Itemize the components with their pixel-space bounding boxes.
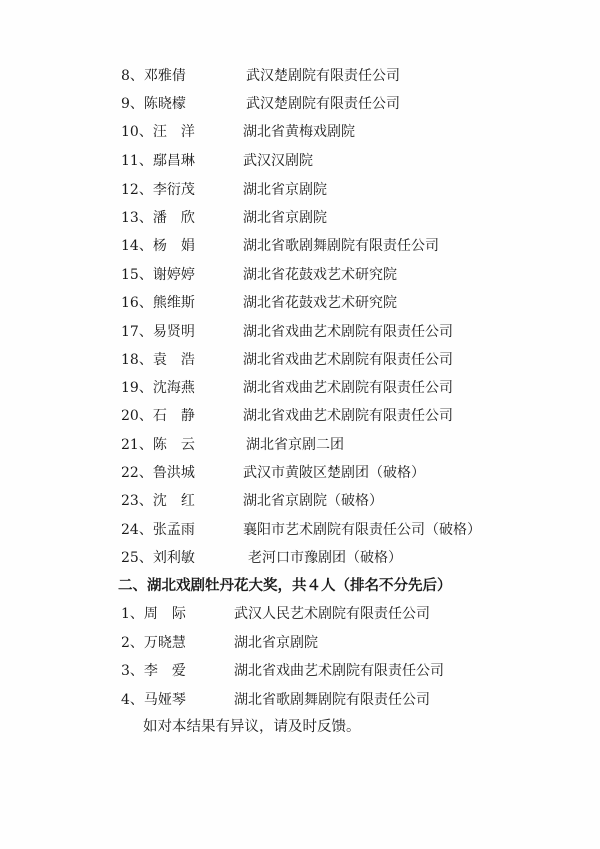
awardee-name: 10、汪 洋: [121, 124, 195, 140]
list-item: [121, 519, 541, 541]
list-item: [121, 462, 541, 484]
list-item: [121, 264, 541, 286]
awardee-organization: 湖北省京剧院（破格）: [243, 493, 383, 509]
list-item: [121, 121, 541, 143]
awardee-name: 25、刘利敏: [121, 550, 195, 566]
awardee-name: 15、谢婷婷: [121, 267, 195, 283]
awardee-name: 8、邓雅倩: [121, 68, 186, 84]
awardee-organization: 湖北省花鼓戏艺术研究院: [243, 267, 397, 283]
list-item: [121, 65, 541, 87]
awardee-name: 13、潘 欣: [121, 210, 195, 226]
awardee-organization: 老河口市豫剧团（破格）: [248, 550, 402, 566]
list-item: [121, 689, 541, 711]
list-item: [121, 377, 541, 399]
awardee-name: 3、李 爱: [121, 663, 186, 679]
list-item: [121, 93, 541, 115]
list-item: [121, 434, 541, 456]
awardee-organization: 武汉汉剧院: [243, 153, 313, 169]
awardee-organization: 湖北省歌剧舞剧院有限责任公司: [243, 238, 439, 254]
awardee-organization: 湖北省京剧院: [243, 182, 327, 198]
list-item: [121, 235, 541, 257]
awardee-organization: 湖北省京剧院: [234, 635, 318, 651]
awardee-name: 2、万晓慧: [121, 635, 186, 651]
awardee-name: 18、袁 浩: [121, 352, 195, 368]
section-heading: 二、湖北戏剧牡丹花大奖，共４人（排名不分先后）: [118, 577, 452, 594]
awardee-name: 14、杨 娟: [121, 238, 195, 254]
awardee-name: 24、张孟雨: [121, 522, 195, 538]
feedback-note: 如对本结果有异议，请及时反馈。: [143, 719, 361, 735]
awardee-name: 22、鲁洪城: [121, 465, 195, 481]
list-item: [121, 349, 541, 371]
list-item: [121, 179, 541, 201]
awardee-organization: 湖北省戏曲艺术剧院有限责任公司: [243, 324, 453, 340]
awardee-organization: 湖北省戏曲艺术剧院有限责任公司: [243, 352, 453, 368]
awardee-organization: 武汉楚剧院有限责任公司: [246, 96, 400, 112]
list-item: [121, 660, 541, 682]
awardee-organization: 武汉市黄陂区楚剧团（破格）: [243, 465, 425, 481]
awardee-organization: 湖北省京剧二团: [246, 437, 344, 453]
list-item: [121, 632, 541, 654]
awardee-organization: 湖北省戏曲艺术剧院有限责任公司: [243, 408, 453, 424]
awardee-organization: 湖北省花鼓戏艺术研究院: [243, 295, 397, 311]
list-item: [121, 321, 541, 343]
awardee-name: 20、石 静: [121, 408, 195, 424]
awardee-organization: 湖北省京剧院: [243, 210, 327, 226]
awardee-organization: 湖北省歌剧舞剧院有限责任公司: [234, 692, 430, 708]
awardee-name: 1、周 际: [121, 606, 186, 622]
awardee-organization: 湖北省戏曲艺术剧院有限责任公司: [243, 380, 453, 396]
awardee-organization: 武汉人民艺术剧院有限责任公司: [234, 606, 430, 622]
awardee-name: 19、沈海燕: [121, 380, 195, 396]
list-item: [121, 547, 541, 569]
awardee-name: 9、陈晓檬: [121, 96, 186, 112]
list-item: [121, 292, 541, 314]
awardee-name: 16、熊维斯: [121, 295, 195, 311]
awardee-name: 12、李衍茂: [121, 182, 195, 198]
awardee-organization: 襄阳市艺术剧院有限责任公司（破格）: [243, 522, 481, 538]
awardee-organization: 武汉楚剧院有限责任公司: [246, 68, 400, 84]
awardee-name: 17、易贤明: [121, 324, 195, 340]
list-item: [121, 405, 541, 427]
list-item: [121, 603, 541, 625]
list-item: [121, 490, 541, 512]
list-item: [121, 150, 541, 172]
awardee-organization: 湖北省黄梅戏剧院: [243, 124, 355, 140]
awardee-name: 21、陈 云: [121, 437, 195, 453]
awardee-name: 23、沈 红: [121, 493, 195, 509]
list-item: [121, 207, 541, 229]
awardee-name: 11、鄢昌琳: [121, 153, 195, 169]
awardee-name: 4、马娅琴: [121, 692, 186, 708]
awardee-organization: 湖北省戏曲艺术剧院有限责任公司: [234, 663, 444, 679]
